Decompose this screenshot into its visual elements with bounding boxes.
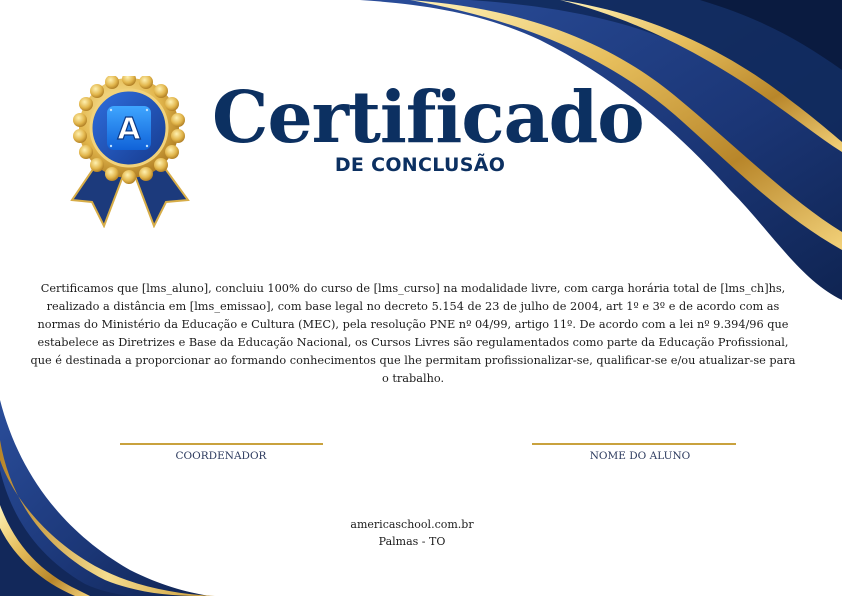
certificate-subtitle: DE CONCLUSÃO xyxy=(334,154,506,176)
footer-website: americaschool.com.br xyxy=(350,518,474,531)
signature-label-coordinator: COORDENADOR xyxy=(175,450,267,462)
signature-line-right xyxy=(532,443,736,445)
signature-label-student: NOME DO ALUNO xyxy=(589,450,691,462)
signature-line-left xyxy=(120,443,323,445)
footer-location: Palmas - TO xyxy=(378,535,446,548)
certificate-title: Certificado xyxy=(212,75,644,159)
footer xyxy=(300,516,524,550)
certificate-body-text: Certificamos que [lms_aluno], concluiu 100% do curso de [lms_curso] na modalidade livre, com carga horária total de [lms_ch]hs, realizado a distância em [lms_emissao], com base legal no decreto 5.154 de 23 de julho de 2004, art 1º e 3º e de acordo com as normas do Ministério da Educação e Cultura (MEC), pela resolução PNE nº 04/99, artigo 11º. De acordo com a lei nº 9.394/96 que estabelece as Diretrizes e Base da Educação Nacional, os Cursos Livres são regulamentados como parte da Educação Profissional, que é destinada a proporcionar ao formando conhecimentos que lhe permitam profissionalizar-se, qualificar-se e/ou atualizar-se para o trabalho. xyxy=(30,282,796,385)
award-ribbon-icon xyxy=(64,76,194,228)
badge-letter: A xyxy=(117,112,141,147)
